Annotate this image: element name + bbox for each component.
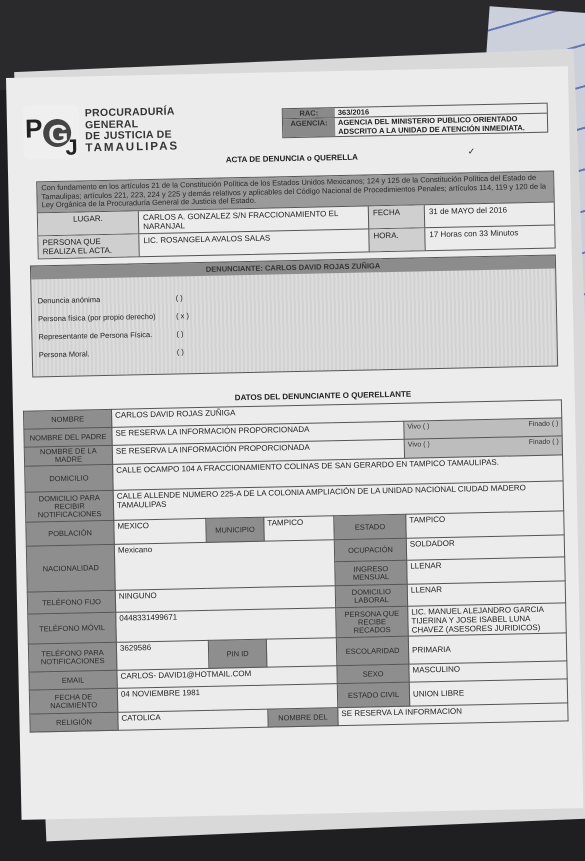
email-label: EMAIL	[29, 670, 117, 690]
estado-civil-value: UNION LIBRE	[409, 679, 568, 706]
ingreso-value: LLENAR	[407, 557, 566, 584]
estado-civil-label: ESTADO CIVIL	[337, 682, 409, 708]
option-checkbox[interactable]: ( )	[175, 293, 183, 303]
option-label: Denuncia anónima	[37, 295, 101, 306]
rac-value: 363/2016	[337, 107, 370, 118]
lugar-value: CARLOS A. GONZALEZ S/N FRACCIONAMIENTO EL NARANJAL	[138, 206, 368, 233]
fecha-label: FECHA	[368, 205, 424, 228]
option-label: Persona física (por propio derecho)	[37, 311, 156, 324]
ocupacion-label: OCUPACIÓN	[334, 538, 406, 562]
recados-label: PERSONA QUE RECIBE RECADOS	[336, 606, 409, 638]
pgj-logo-icon	[21, 102, 82, 161]
option-checkbox[interactable]: ( )	[176, 347, 184, 357]
telefono-fijo-value: NINGUNO	[115, 586, 335, 613]
telefono-fijo-label: TELÉFONO FIJO	[27, 590, 115, 614]
poblacion-label: POBLACIÓN	[26, 520, 114, 546]
domicilio-laboral-value: LLENAR	[407, 581, 565, 606]
option-checkbox[interactable]: ( x )	[175, 311, 190, 321]
recados-value: LIC. MANUEL ALEJANDRO GARCIA TIJERINA Y JOSE ISABEL LUNA CHAVEZ (ASESORES JURIDICOS)	[408, 603, 567, 636]
hora-value: 17 Horas con 33 Minutos	[424, 225, 554, 250]
domicilio-value: CALLE OCAMPO 104 A FRACCIONAMIENTO COLINAS DE SAN GERARDO EN TAMPICO TAMAULIPAS.	[113, 455, 564, 490]
persona-value: LIC. ROSANGELA AVALOS SALAS	[138, 229, 368, 256]
nombre-del-label: NOMBRE DEL	[268, 708, 338, 727]
denunciante-header: DENUNCIANTE: CARLOS DAVID ROJAS ZUÑIGA	[31, 256, 555, 280]
nacimiento-label: FECHA DE NACIMIENTO	[29, 688, 117, 714]
lugar-table	[36, 171, 556, 259]
vivo-label: Vivo ( )	[407, 423, 430, 431]
municipio-value: TAMPICO	[264, 516, 334, 541]
check-mark-icon: ✓	[467, 146, 476, 157]
municipio-label: MUNICIPIO	[206, 517, 264, 542]
escolaridad-value: PRIMARIA	[408, 633, 567, 664]
estado-label: ESTADO	[334, 514, 406, 540]
pin-value	[266, 638, 337, 667]
document-page	[6, 66, 583, 820]
ocupacion-value: SOLDADOR	[406, 535, 564, 561]
madre-value: SE RESERVA LA INFORMACIÓN PROPORCIONADA	[112, 439, 404, 464]
option-checkbox[interactable]: ( )	[176, 329, 184, 339]
rac-label: RAC:	[283, 108, 335, 118]
nacimiento-value: 04 NOVIEMBRE 1981	[117, 684, 337, 713]
madre-label: NOMBRE DE LA MADRE	[24, 445, 112, 466]
hora-label: HORA.	[368, 228, 424, 251]
sexo-value: MASCULINO	[409, 661, 567, 682]
nacionalidad-value: Mexicano	[114, 540, 335, 591]
option-label: Persona Moral.	[38, 349, 90, 360]
poblacion-value: MEXICO	[114, 518, 206, 544]
nombre-del-value: SE RESERVA LA INFORMACION	[338, 703, 568, 726]
datos-table	[23, 399, 569, 732]
finado-label: Finado ( )	[528, 438, 559, 447]
legal-intro: Con fundamento en los artículos 21 de la Constitución Política de los Estados Unidos Mexicanos; 124 y 125 de la Constitución Política del Estado de Tamaulipas; artículos 221, 223, 224 y 225 y demás relativos y aplicables del Código Nacional de Procedimientos Penales; artículos 114, 119 y 120 de la Ley Orgánica de la Procuraduría General de Justicia del Estado.	[37, 172, 554, 212]
vivo-label: Vivo ( )	[407, 441, 430, 449]
domicilio-laboral-label: DOMICILIO LABORAL	[335, 584, 407, 608]
acta-title: ACTA DE DENUNCIA o QUERELLA	[225, 152, 358, 165]
padre-value: SE RESERVA LA INFORMACIÓN PROPORCIONADA	[112, 421, 404, 445]
datos-title: DATOS DEL DENUNCIANTE O QUERELLANTE	[234, 389, 412, 403]
agencia-label: AGENCIA:	[283, 118, 335, 137]
svg-text:G: G	[47, 118, 69, 150]
escolaridad-label: ESCOLARIDAD	[336, 636, 409, 666]
religion-label: RELIGIÓN	[30, 712, 118, 732]
estado-value: TAMPICO	[406, 511, 565, 538]
notificaciones-value: CALLE ALLENDE NUMERO 225-A DE LA COLONIA AMPLIACIÓN DE LA UNIDAD NACIONAL CIUDAD MADERO TAMAULIPAS	[113, 481, 564, 520]
email-value: CARLOS- DAVID1@HOTMAIL.COM	[117, 666, 337, 689]
padre-label: NOMBRE DEL PADRE	[24, 427, 112, 447]
agencia-value: AGENCIA DEL MINISTERIO PUBLICO ORIENTADO ADSCRITO A LA UNIDAD DE ATENCIÓN INMEDIATA.	[337, 114, 525, 137]
org-name: PROCURADURÍA GENERAL DE JUSTICIA DE TAMAULIPAS	[84, 105, 180, 154]
telefono-notificaciones-value: 3629586	[116, 640, 209, 670]
telefono-notificaciones-label: TELÉFONO PARA NOTIFICACIONES	[28, 642, 117, 672]
domicilio-label: DOMICILIO	[25, 464, 114, 492]
nacionalidad-label: NACIONALIDAD	[26, 544, 115, 592]
rac-box	[282, 103, 549, 139]
notificaciones-label: DOMICILIO PARA RECIBIR NOTIFICACIONES	[25, 490, 114, 522]
option-label: Representante de Persona Física.	[38, 329, 153, 342]
svg-text:P: P	[24, 113, 43, 144]
telefono-movil-value: 0448331499671	[116, 608, 337, 643]
sexo-label: SEXO	[337, 664, 409, 684]
ingreso-label: INGRESO MENSUAL	[335, 561, 407, 586]
nombre-label: NOMBRE	[23, 409, 111, 429]
nombre-value: CARLOS DAVID ROJAS ZUÑIGA	[111, 400, 561, 427]
finado-label: Finado ( )	[528, 420, 559, 429]
religion-value: CATOLICA	[118, 709, 268, 730]
persona-label: PERSONA QUE REALIZA EL ACTA.	[38, 234, 138, 258]
telefono-movil-label: TELÉFONO MÓVIL	[28, 612, 117, 644]
denunciante-box	[30, 255, 558, 378]
fecha-value: 31 de MAYO del 2016	[424, 202, 554, 227]
pin-label: PIN ID	[208, 639, 267, 668]
svg-text:J: J	[65, 134, 78, 160]
lugar-label: LUGAR.	[38, 211, 138, 235]
